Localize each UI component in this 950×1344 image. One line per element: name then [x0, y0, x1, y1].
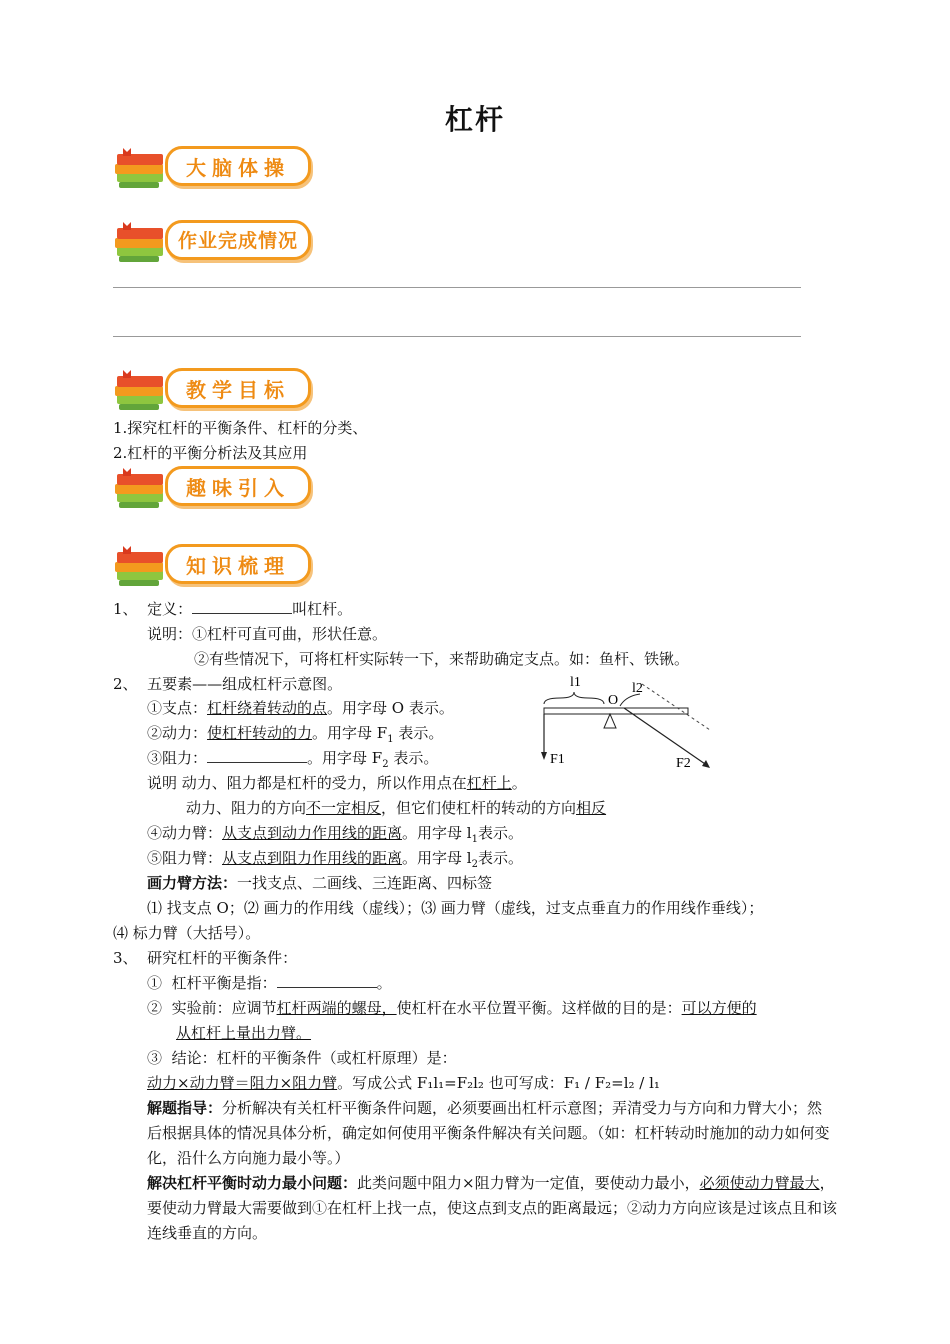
label-f2: F2: [676, 756, 691, 771]
s1-definition: 1、 定义： 叫杠杆。: [113, 600, 353, 618]
banner-homework-status: [113, 216, 313, 266]
blank-field: [192, 599, 292, 614]
s2-steps-1: ⑴ 找支点 O；⑵ 画力的作用线（虚线）；⑶ 画力臂（虚线，过支点垂直力的作用线作垂线）；: [147, 899, 764, 917]
label-o: O: [608, 693, 619, 708]
s2-method: 画力臂方法：一找支点、二画线、三连距离、四标签: [147, 874, 493, 892]
s2-note-2: 动力、阻力的方向不一定相反，但它们使杠杆的转动的方向相反: [186, 799, 607, 817]
banner-fun-intro: [113, 462, 313, 512]
s2-point-3: ③阻力： 。用字母 $F_2$ 表示。: [147, 749, 439, 770]
answer-line-1: [113, 287, 801, 288]
s2-steps-2: ⑷ 标力臂（大括号）。: [113, 924, 261, 942]
s2-point-4: ④动力臂：从支点到动力作用线的距离。用字母 $l_1$表示。: [147, 824, 523, 845]
banner-label: 知识梳理: [186, 554, 290, 578]
s3-item-2: ② 实验前：应调节杠杆两端的螺母，使杠杆在水平位置平衡。这样做的目的是：可以方便的: [147, 999, 757, 1017]
banner-label: 教学目标: [186, 378, 290, 402]
page-title: 杠杆: [444, 103, 505, 136]
label-l2: l2: [632, 681, 643, 696]
goal-1: 1.探究杠杆的平衡条件、杠杆的分类、: [113, 419, 368, 437]
s3-item-3: ③ 结论：杠杆的平衡条件（或杠杆原理）是：: [147, 1049, 457, 1067]
label-f1: F1: [550, 752, 565, 767]
s3-min-force: 解决杠杆平衡时动力最小问题：此类问题中阻力×阻力臂为一定值，要使动力最小，必须使动力臂最大，要使动力臂最大需要做到①在杠杆上找一点，使这点到支点的距离最远；②动力方向应该是过该点且和该连线垂直的方向。: [147, 1174, 838, 1242]
s2-heading: 2、 五要素——组成杠杆示意图。: [113, 675, 343, 693]
banner-brain-exercise: [113, 142, 313, 192]
blank-field: [277, 973, 377, 988]
banner-label: 作业完成情况: [177, 230, 298, 252]
s3-item-2-cont: 从杠杆上量出力臂。: [176, 1024, 312, 1042]
label-l1: l1: [570, 675, 581, 690]
banner-label: 趣味引入: [186, 476, 290, 500]
s2-point-2: ②动力：使杠杆转动的力。用字母 $F_1$ 表示。: [147, 724, 444, 745]
answer-line-2: [113, 336, 801, 337]
s1-note-1: 说明：①杠杆可直可曲，形状任意。: [147, 625, 388, 643]
s1-note-2: ②有些情况下，可将杠杆实际转一下，来帮助确定支点。如：鱼杆、铁锹。: [194, 650, 690, 668]
s3-guide: 解题指导：分析解决有关杠杆平衡条件问题，必须要画出杠杆示意图；弄清受力与方向和力臂大小；然后根据具体的情况具体分析，确定如何使用平衡条件解决有关问题。（如：杠杆转动时施加的动力如何变化，沿什么方向施力最小等。）: [147, 1099, 830, 1167]
lever-diagram: [530, 670, 710, 775]
s3-formula: 动力×动力臂＝阻力×阻力臂。写成公式 F₁l₁=F₂l₂ 也可写成：F₁ / F₂=l₂ / l₁: [147, 1074, 660, 1092]
s3-heading: 3、 研究杠杆的平衡条件：: [113, 949, 298, 967]
goal-2: 2.杠杆的平衡分析法及其应用: [113, 444, 308, 462]
banner-teaching-goals: [113, 364, 313, 414]
s2-point-1: ①支点：杠杆绕着转动的点。用字母 O 表示。: [147, 699, 454, 717]
s2-point-5: ⑤阻力臂：从支点到阻力作用线的距离。用字母 $l_2$表示。: [147, 849, 523, 870]
banner-knowledge-review: [113, 540, 313, 590]
s2-note-1: 说明 动力、阻力都是杠杆的受力，所以作用点在杠杆上。: [147, 774, 527, 792]
s3-item-1: ① 杠杆平衡是指： 。: [147, 974, 392, 992]
banner-label: 大脑体操: [186, 156, 290, 180]
blank-field: [207, 748, 307, 763]
